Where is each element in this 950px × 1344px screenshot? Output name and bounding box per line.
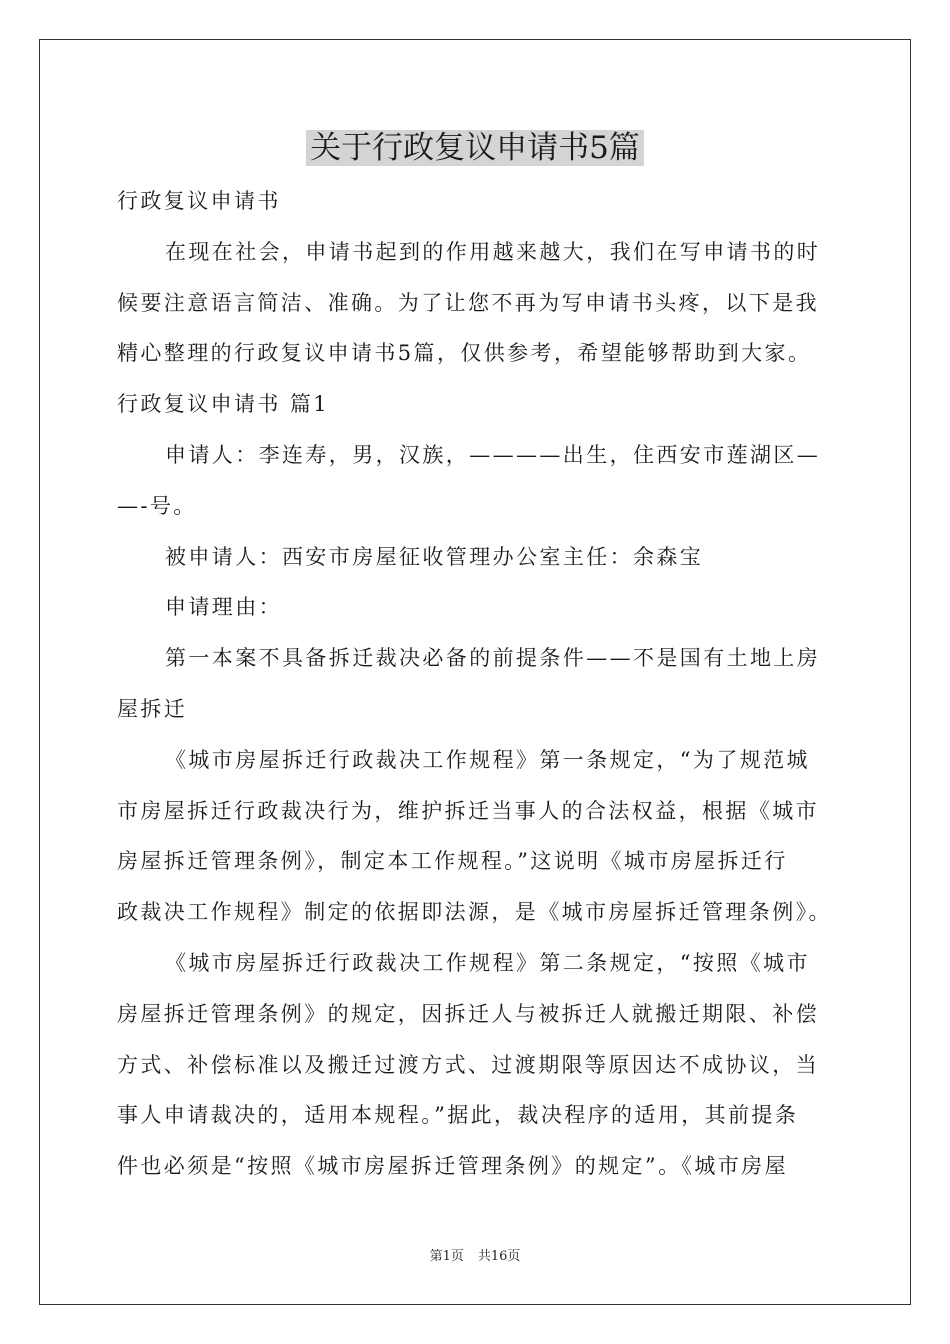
body-line: —-号。 (117, 493, 197, 518)
body-line: 件也必须是“按照《城市房屋拆迁管理条例》的规定”。《城市房屋 (117, 1154, 788, 1179)
body-line: 申请人：李连寿，男，汉族，————出生，住西安市莲湖区— (165, 442, 821, 467)
body-line: 第一本案不具备拆迁裁决必备的前提条件——不是国有土地上房 (165, 646, 821, 671)
body-line: 方式、补偿标准以及搬迁过渡方式、过渡期限等原因达不成协议，当 (117, 1052, 819, 1077)
body-line: 在现在社会，申请书起到的作用越来越大，我们在写申请书的时 (165, 239, 821, 264)
body-line: 被申请人：西安市房屋征收管理办公室主任：余森宝 (165, 544, 704, 569)
body-line: 候要注意语言简洁、准确。为了让您不再为写申请书头疼，以下是我 (117, 290, 819, 315)
body-line: 政裁决工作规程》制定的依据即法源，是《城市房屋拆迁管理条例》。 (117, 900, 832, 925)
page-total: 共16页 (477, 1249, 521, 1264)
body-line: 屋拆迁 (117, 696, 188, 721)
body-line: 房屋拆迁管理条例》的规定，因拆迁人与被拆迁人就搬迁期限、补偿 (117, 1001, 819, 1026)
body-line: 《城市房屋拆迁行政裁决工作规程》第一条规定，“为了规范城 (165, 747, 810, 772)
page-number: 第1页 (429, 1249, 464, 1264)
document-body (117, 176, 837, 1192)
body-line: 《城市房屋拆迁行政裁决工作规程》第二条规定，“按照《城市 (165, 950, 810, 975)
body-line: 精心整理的行政复议申请书5篇，仅供参考，希望能够帮助到大家。 (117, 341, 812, 366)
body-line: 行政复议申请书 (117, 189, 281, 213)
section-heading: 行政复议申请书 篇1 (117, 392, 330, 417)
document-title (0, 124, 950, 172)
page-footer (0, 1248, 950, 1266)
document-title-text: 关于行政复议申请书5篇 (306, 130, 644, 166)
body-line: 市房屋拆迁行政裁决行为，维护拆迁当事人的合法权益，根据《城市 (117, 798, 819, 823)
body-line: 事人申请裁决的，适用本规程。”据此，裁决程序的适用，其前提条 (117, 1103, 799, 1128)
body-line: 申请理由： (165, 595, 282, 620)
body-line: 房屋拆迁管理条例》，制定本工作规程。”这说明《城市房屋拆迁行 (117, 849, 788, 874)
